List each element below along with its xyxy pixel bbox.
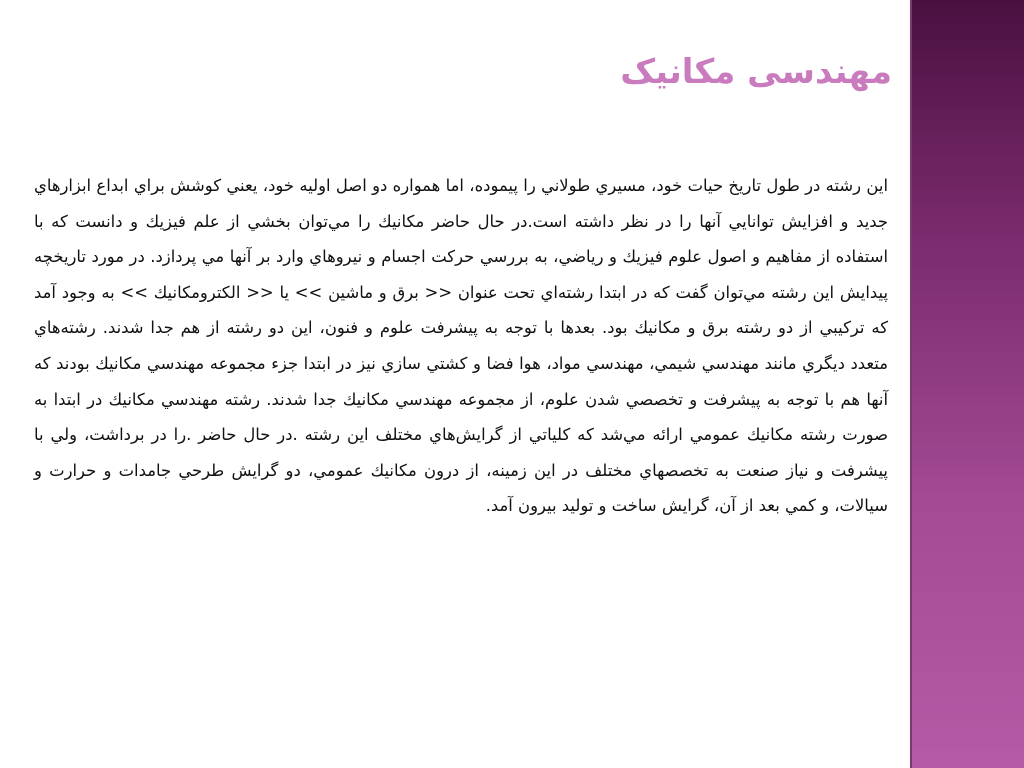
decorative-side-band [912, 0, 1024, 768]
slide-body-text: اين رشته در طول تاريخ حيات خود، مسيري طولاني را پيموده، اما همواره دو اصل اوليه خود، يعني كوشش براي ابداع ابزارهاي جديد و افزايش توانايي آنها را در نظر داشته است.در حال حاضر مكانيك را مي‌توان بخشي از علم فيزيك و دانست كه با استفاده از مفاهيم و اصول علوم فيزيك و رياضي، به بررسي حركت اجسام و نيروهاي وارد بر آنها مي پردازد. در مورد تاريخچه پيدايش اين رشته مي‌توان گفت كه در ابتدا رشته‌اي تحت عنوان << برق و ماشين >> يا << الكترومكانيك >> به وجود آمد كه تركيبي از دو رشته برق و مكانيك بود. بعدها با توجه به پيشرفت علوم و فنون، اين دو رشته از هم جدا شدند. رشته‌هاي متعدد ديگري مانند مهندسي شيمي، مهندسي مواد، هوا فضا و كشتي سازي نيز در ابتدا جزء مجموعه مهندسي مكانيك بودند كه آنها هم با توجه به پيشرفت و تخصصي شدن علوم، از مجموعه مهندسي مكانيك جدا شدند. رشته مهندسي مكانيك در ابتدا به صورت رشته مكانيك عمومي ارائه مي‌شد كه كلياتي از گرايش‌هاي مختلف اين رشته .در حال حاضر .را در برداشت، ولي با پيشرفت و نياز صنعت به تخصصهاي مختلف در اين زمينه، از درون مكانيك عمومي، دو گرايش طرحي جامدات و حرارت و سيالات، و كمي بعد از آن، گرايش ساخت و توليد بيرون آمد. [34, 176, 888, 516]
slide-title: مهندسی مکانیک [620, 52, 892, 92]
